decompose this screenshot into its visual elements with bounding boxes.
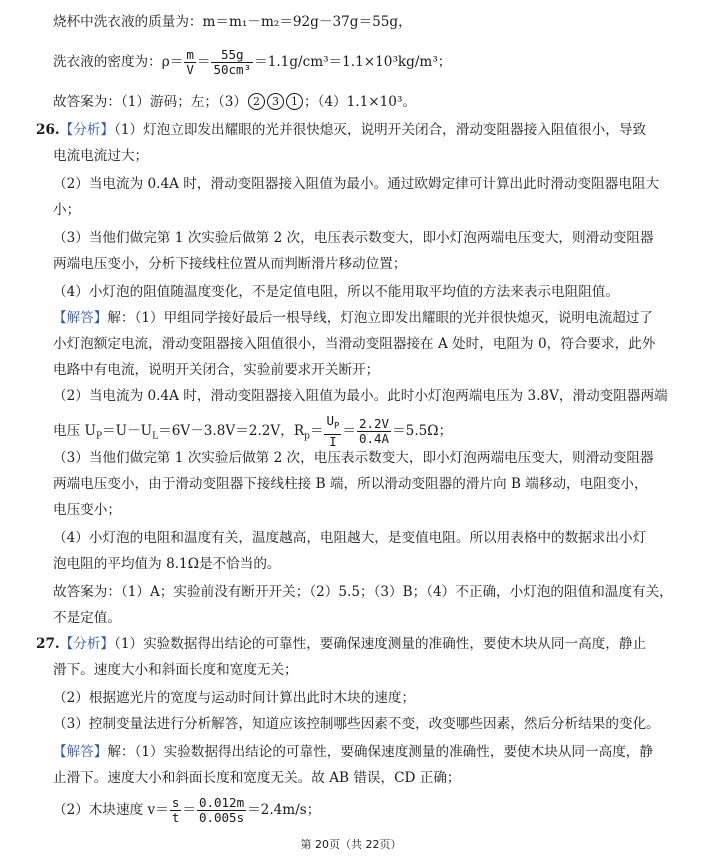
fraction-denominator: 50cm³ bbox=[213, 62, 252, 77]
q26-solution-line-8: 电压变小； bbox=[53, 502, 121, 518]
q26-solution-line-6: （3）当他们做完第 1 次实验后做第 2 次，电压表示数变大，即小灯泡两端电压变大，则滑动变阻器 bbox=[53, 450, 654, 466]
q27-analysis-line-2: 滑下。速度大小和斜面长度和宽度无关； bbox=[53, 662, 298, 678]
solution-text: 解：（1）甲组同学接好最后一根导线，灯泡立即发出耀眼的光并很快熄灭，说明电流超过了 bbox=[107, 310, 653, 326]
q26-analysis-line-1 bbox=[36, 120, 646, 140]
fraction-denominator: 0.005s bbox=[198, 810, 245, 825]
subscript: L bbox=[152, 431, 159, 442]
q26-solution-line-5 bbox=[53, 414, 452, 449]
equals-sign: ＝ bbox=[342, 422, 356, 439]
q26-solution-line-2: 小灯泡额定电流，滑动变阻器接入阻值很小，当滑动变阻器接在 A 处时，电阻为 0，符合要求，此外 bbox=[53, 336, 656, 352]
q27-solution-line-1 bbox=[53, 742, 653, 762]
fraction-m-over-v bbox=[184, 48, 196, 77]
density-prefix: 洗衣液的密度为：ρ＝ bbox=[53, 54, 184, 70]
fraction-denominator: t bbox=[171, 810, 180, 825]
numerator-symbol: U bbox=[326, 413, 334, 428]
q27-analysis-line-1 bbox=[36, 634, 646, 654]
q26-solution-line-12: 不是定值。 bbox=[53, 610, 121, 626]
density-line bbox=[53, 48, 451, 77]
fraction-denominator: V bbox=[186, 62, 194, 77]
q27-solution-line-2: 止滑下。速度大小和斜面长度和宽度无关。故 AB 错误，CD 正确； bbox=[53, 770, 461, 786]
equals-sign: ＝ bbox=[309, 422, 324, 439]
formula-text: 电压 U bbox=[53, 422, 96, 439]
answer-line-25 bbox=[53, 92, 416, 112]
formula-text: ＝5.5Ω； bbox=[392, 422, 453, 439]
answer-tag: 【解答】 bbox=[53, 310, 108, 326]
q26-solution-line-9: （4）小灯泡的电阻和温度有关，温度越高，电阻越大，是变值电阻。所以用表格中的数据求出小灯 bbox=[53, 530, 647, 546]
fraction-numerator: 2.2V bbox=[358, 415, 390, 431]
q26-analysis-line-7: （4）小灯泡的阻值随温度变化，不是定值电阻，所以不能用取平均值的方法来表示电阻阻值。 bbox=[53, 284, 619, 300]
subscript: P bbox=[333, 421, 340, 432]
circled-number: 2 bbox=[248, 93, 265, 110]
fraction-numerator: m bbox=[186, 47, 194, 62]
formula-text: ＝U－U bbox=[102, 422, 153, 439]
equals-sign: ＝ bbox=[196, 54, 211, 70]
formula-text: ＝2.4m/s； bbox=[247, 802, 321, 818]
q26-solution-line-4: （2）当电流为 0.4A 时，滑动变阻器接入阻值为最小。此时小灯泡两端电压为 3.8V，滑动变阻器两端 bbox=[53, 388, 668, 404]
fraction-numerator bbox=[324, 414, 341, 435]
solution-text: 解：（1）实验数据得出结论的可靠性，要确保速度测量的准确性，要使木块从同一高度，静 bbox=[107, 744, 653, 760]
q26-analysis-line-4: 小； bbox=[53, 202, 81, 218]
mass-line: 烧杯中洗衣液的质量为：m＝m₁－m₂＝92g－37g＝55g， bbox=[53, 14, 412, 30]
q26-analysis-line-6: 两端电压变小，分析下接线柱位置从而判断滑片移动位置； bbox=[53, 256, 407, 272]
formula-text: （2）木块速度 v＝ bbox=[53, 802, 169, 818]
q26-analysis-line-2: 电流电流过大； bbox=[53, 148, 149, 164]
formula-text: ＝6V－3.8V＝2.2V，R bbox=[158, 422, 305, 439]
question-number: 26. bbox=[36, 122, 60, 138]
q27-analysis-line-3: （2）根据遮光片的宽度与运动时间计算出此时木块的速度； bbox=[53, 690, 416, 706]
fraction-up-over-i bbox=[324, 414, 341, 449]
q27-analysis-line-4: （3）控制变量法进行分析解答，知道应该控制哪些因素不变，改变哪些因素，然后分析结果的变化。 bbox=[53, 716, 660, 732]
q26-analysis-line-5: （3）当他们做完第 1 次实验后做第 2 次，电压表示数变大，即小灯泡两端电压变大，则滑动变阻器 bbox=[53, 230, 654, 246]
analysis-tag: 【分析】 bbox=[59, 636, 115, 652]
fraction-denominator: I bbox=[329, 433, 337, 449]
analysis-text: （1）实验数据得出结论的可靠性，要确保速度测量的准确性，要使木块从同一高度，静止 bbox=[114, 636, 647, 652]
answer-prefix: 故答案为：（1）游码；左；（3） bbox=[53, 94, 248, 110]
q26-solution-line-3: 电路中有电流，说明开关闭合，实验前要求开关断开； bbox=[53, 362, 380, 378]
page-footer: 第 20页（共 22页） bbox=[300, 838, 402, 851]
fraction-numerator: 55g bbox=[211, 48, 253, 63]
q26-solution-line-10: 泡电阻的平均值为 8.1Ω是不恰当的。 bbox=[53, 556, 281, 572]
fraction-denominator: 0.4A bbox=[358, 430, 390, 446]
fraction-55g-over-50cm3 bbox=[211, 48, 253, 77]
circled-number: 1 bbox=[286, 93, 303, 110]
q26-solution-line-11: 故答案为：（1）A；实验前没有断开开关；（2）5.5；（3）B；（4）不正确，小灯泡的阻值和温度有关， bbox=[53, 584, 673, 600]
analysis-text: （1）灯泡立即发出耀眼的光并很快熄灭，说明开关闭合，滑动变阻器接入阻值很小，导致 bbox=[114, 122, 647, 138]
q26-analysis-line-3: （2）当电流为 0.4A 时，滑动变阻器接入阻值为最小。通过欧姆定律可计算出此时滑动变阻器电阻大 bbox=[53, 176, 660, 192]
fraction-numerator: 0.012m bbox=[198, 795, 245, 810]
q26-solution-line-1 bbox=[53, 308, 653, 328]
equals-sign: ＝ bbox=[182, 802, 196, 818]
fraction-0.012m-over-0.005s bbox=[197, 796, 246, 825]
q26-solution-line-7: 两端电压变小，由于滑动变阻器下接线柱接 B 端，所以滑动变阻器的滑片向 B 端移动，电阻变小， bbox=[53, 476, 648, 492]
answer-suffix: ；（4）1.1×10³。 bbox=[304, 94, 416, 110]
subscript: P bbox=[95, 431, 103, 442]
q27-solution-line-3 bbox=[53, 796, 320, 825]
fraction-s-over-t bbox=[170, 796, 182, 825]
analysis-tag: 【分析】 bbox=[59, 122, 115, 138]
subscript: p bbox=[304, 431, 310, 442]
fraction-numerator: s bbox=[171, 795, 180, 810]
fraction-2.2v-over-0.4a bbox=[357, 417, 391, 446]
circled-number: 3 bbox=[267, 93, 284, 110]
density-suffix: ＝1.1g/cm³＝1.1×10³kg/m³； bbox=[254, 54, 452, 70]
answer-tag: 【解答】 bbox=[53, 744, 108, 760]
question-number: 27. bbox=[36, 636, 60, 652]
